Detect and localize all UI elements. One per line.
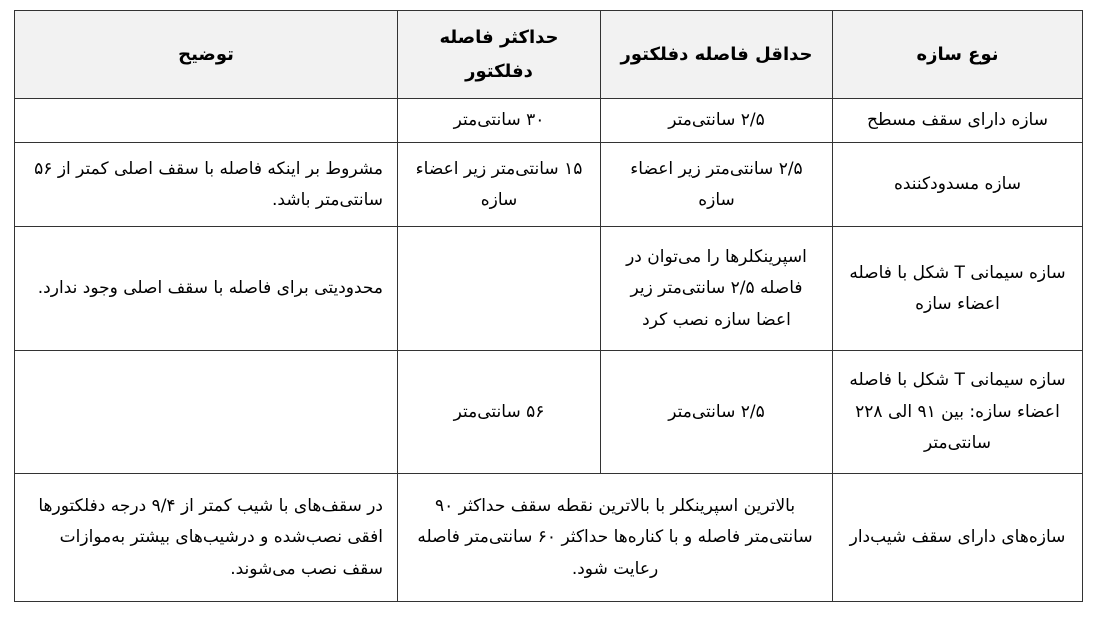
table-header-row bbox=[15, 11, 1083, 99]
deflector-spacing-table bbox=[14, 10, 1083, 602]
cell-description bbox=[15, 99, 398, 143]
cell-max-distance bbox=[398, 227, 601, 351]
cell-max-distance: ۳۰ سانتی‌متر bbox=[398, 99, 601, 143]
cell-min-distance: ۲/۵ سانتی‌متر زیر اعضاء سازه bbox=[601, 143, 833, 227]
cell-description bbox=[15, 351, 398, 474]
cell-description: در سقف‌های با شیب کمتر از ۹/۴ درجه دفلکتورها افقی نصب‌شده و درشیب‌های بیشتر به‌موازات سقف نصب می‌شوند. bbox=[15, 474, 398, 602]
cell-merged-distance: بالاترین اسپرینکلر با بالاترین نقطه سقف حداکثر ۹۰ سانتی‌متر فاصله و با کناره‌ها حداکثر ۶۰ سانتی‌متر فاصله رعایت شود. bbox=[398, 474, 833, 602]
cell-structure-type: سازه سیمانی T شکل با فاصله اعضاء سازه: بین ۹۱ الی ۲۲۸ سانتی‌متر bbox=[833, 351, 1083, 474]
spacing-table-container bbox=[14, 10, 1082, 602]
header-min-distance-text: حداقل فاصله دفلکتور bbox=[620, 43, 813, 65]
cell-description: مشروط بر اینکه فاصله با سقف اصلی کمتر از ۵۶ سانتی‌متر باشد. bbox=[15, 143, 398, 227]
cell-max-distance: ۱۵ سانتی‌متر زیر اعضاء سازه bbox=[398, 143, 601, 227]
cell-structure-type: سازه دارای سقف مسطح bbox=[833, 99, 1083, 143]
header-max-distance-text: حداکثر فاصله دفلکتور bbox=[439, 27, 559, 82]
table-row bbox=[15, 99, 1083, 143]
table-row bbox=[15, 227, 1083, 351]
table-row bbox=[15, 351, 1083, 474]
cell-structure-type: سازه مسدودکننده bbox=[833, 143, 1083, 227]
cell-max-distance: ۵۶ سانتی‌متر bbox=[398, 351, 601, 474]
table-row bbox=[15, 474, 1083, 602]
header-description: توضیح bbox=[15, 11, 398, 99]
header-structure-type: نوع سازه bbox=[833, 11, 1083, 99]
cell-min-distance: ۲/۵ سانتی‌متر bbox=[601, 99, 833, 143]
cell-min-distance: اسپرینکلرها را می‌توان در فاصله ۲/۵ سانتی‌متر زیر اعضا سازه نصب کرد bbox=[601, 227, 833, 351]
cell-min-distance: ۲/۵ سانتی‌متر bbox=[601, 351, 833, 474]
header-max-distance bbox=[398, 11, 601, 99]
cell-description: محدودیتی برای فاصله با سقف اصلی وجود ندارد. bbox=[15, 227, 398, 351]
table-row bbox=[15, 143, 1083, 227]
cell-structure-type: سازه سیمانی T شکل با فاصله اعضاء سازه bbox=[833, 227, 1083, 351]
header-min-distance bbox=[601, 11, 833, 99]
cell-structure-type: سازه‌های دارای سقف شیب‌دار bbox=[833, 474, 1083, 602]
